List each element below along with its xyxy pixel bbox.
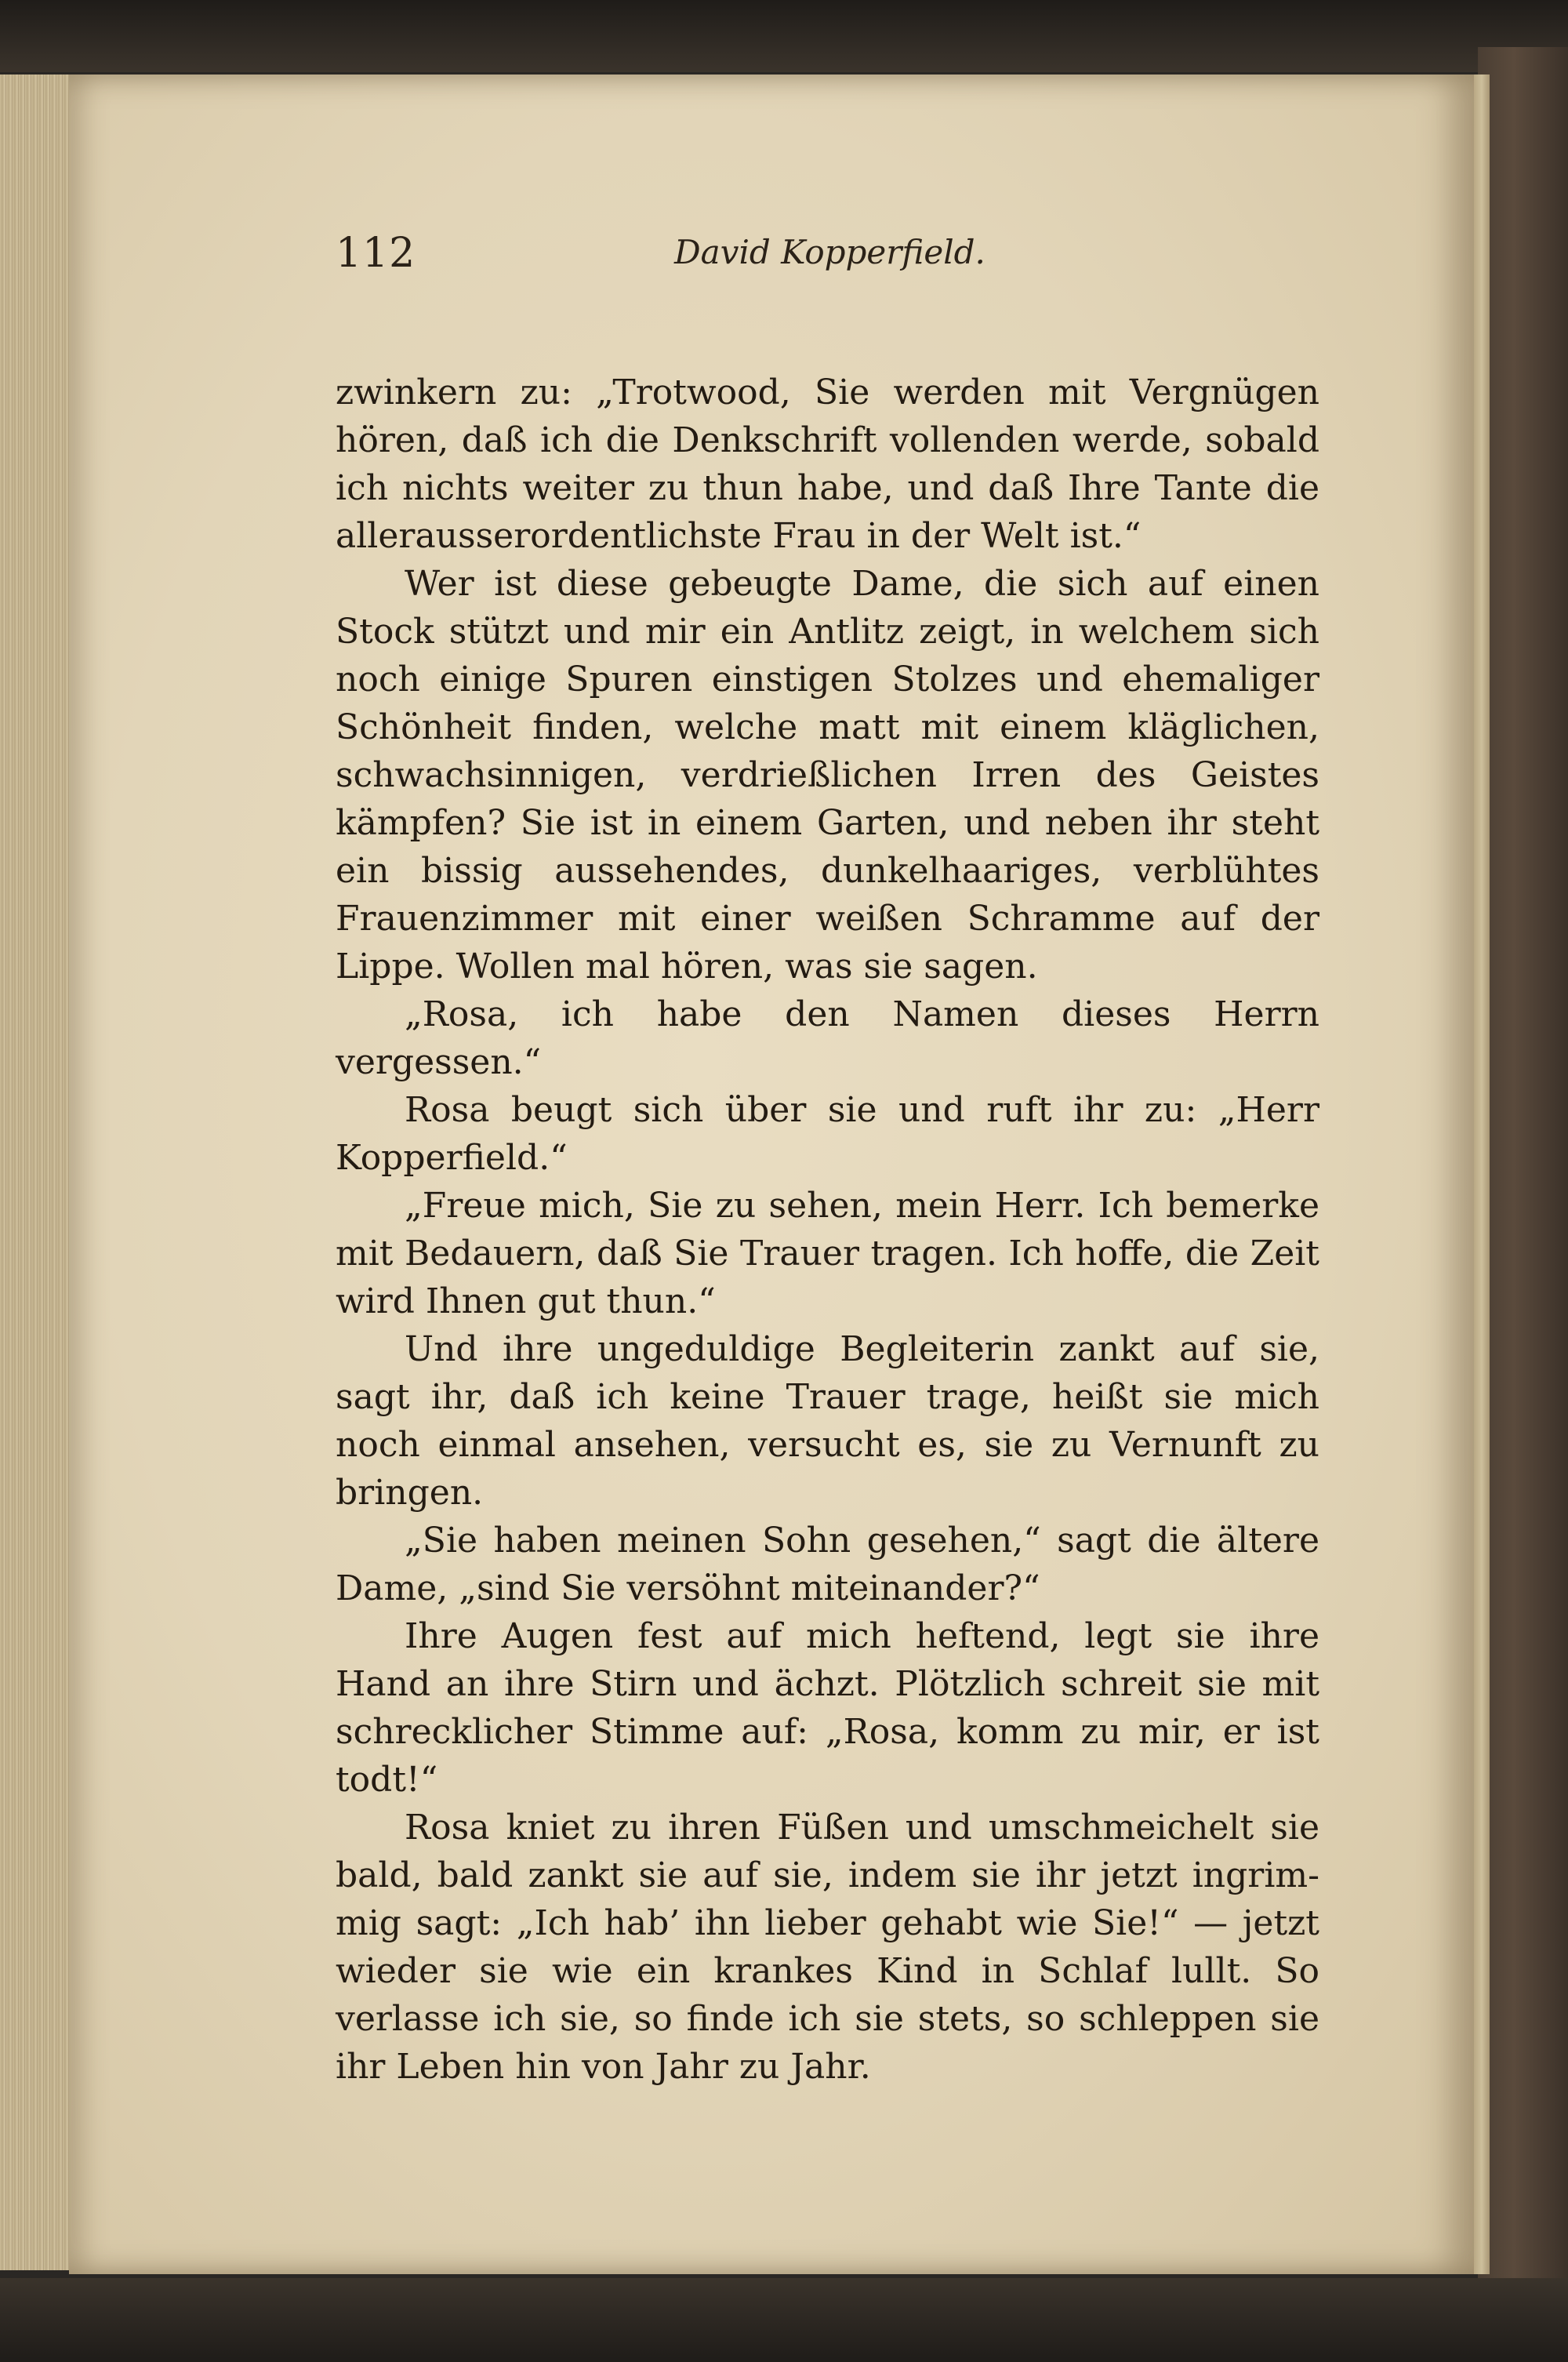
paragraph-9: Rosa kniet zu ihren Füßen und umschmeichelt sie bald, bald zankt sie auf sie, indem sie ihr jetzt ingrimmig sagt: „Ich hab’ ihn lieber gehabt wie Sie!“ — jetzt wieder sie wie ein krankes Kind in Schlaf lullt. So verlasse ich sie, so finde ich sie stets, so schleppen sie ihr Leben hin von Jahr zu Jahr.: [336, 1808, 1319, 2087]
paragraph-7: „Sie haben meinen Sohn gesehen,“ sagt die ältere Dame, „sind Sie versöhnt miteinander?“: [336, 1521, 1319, 1608]
paragraph-2: Wer ist diese gebeugte Dame, die sich auf einen Stock stützt und mir ein Antlitz zeigt, in welchem sich noch einige Spuren einstigen Stolzes und ehemaliger Schönheit finden, welche matt mit einem kläglichen, schwachsinnigen, verdrießlichen Irren des Geistes kämpfen? Sie ist in einem Garten, und neben ihr steht ein bissig aussehendes, dunkelhaariges, verblühtes Frauenzimmer mit einer weißen Schramme auf der Lippe. Wollen mal hören, was sie sagen.: [336, 564, 1319, 987]
book-cover-bottom: [0, 2278, 1568, 2362]
paragraph-6: Und ihre ungeduldige Begleiterin zankt auf sie, sagt ihr, daß ich keine Trauer trage, heißt sie mich noch einmal ansehen, versucht es, sie zu Vernunft zu bringen.: [336, 1329, 1319, 1513]
page-header: [267, 192, 1325, 286]
paragraph-5: „Freue mich, Sie zu sehen, mein Herr. Ich bemerke mit Bedauern, daß Sie Trauer tragen. Ich hoffe, die Zeit wird Ihnen gut thun.“: [336, 1186, 1319, 1321]
paragraph-3: „Rosa, ich habe den Namen dieses Herrn vergessen.“: [336, 994, 1319, 1082]
book-cover-top: [0, 0, 1568, 72]
book-cover-right: [1478, 47, 1568, 2306]
page-number: 112: [336, 230, 416, 277]
paragraph-4: Rosa beugt sich über sie und ruft ihr zu: „Herr Kopperfield.“: [336, 1090, 1319, 1178]
paragraph-1: zwinkern zu: „Trotwood, Sie werden mit Vergnügen hören, daß ich die Denkschrift vollenden werde, sobald ich nichts weiter zu thun habe, und daß Ihre Tante die allerausserordentlichste Frau in der Welt ist.“: [336, 372, 1319, 556]
paragraph-8: Ihre Augen fest auf mich heftend, legt sie ihre Hand an ihre Stirn und ächzt. Plötzlich schreit sie mit schrecklicher Stimme auf: „Rosa, komm zu mir, er ist todt!“: [336, 1616, 1319, 1800]
page-edges-left: [0, 74, 72, 2270]
next-page-edge: [1474, 74, 1490, 2274]
body-text: [336, 369, 1319, 2091]
running-title: David Kopperfield.: [674, 233, 985, 271]
